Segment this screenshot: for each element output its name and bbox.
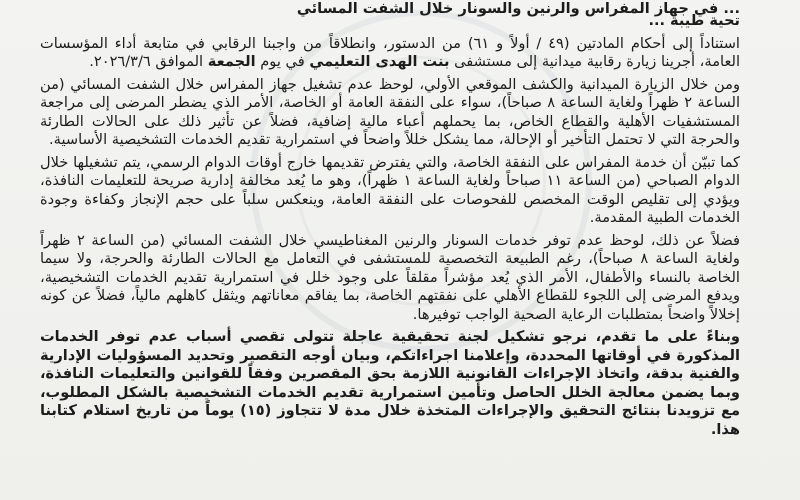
hospital-name: بنت الهدى التعليمي xyxy=(309,53,450,70)
letter-body xyxy=(40,0,740,500)
p1-text-2: في يوم xyxy=(260,53,305,70)
paragraph-request-investigation: وبناءً على ما تقدم، نرجو تشكيل لجنة تحقيقية عاجلة تتولى تقصي أسباب عدم توفر الخدمات المذكورة في أوقاتها المحددة، وإعلامنا اجراءاتكم، وبيان أوجه التقصير وتحديد المسؤوليات الإدارية والفنية بدقة، واتخاذ الإجراءات القانونية اللازمة بحق المقصرين وفقاً للقوانين والتعليمات النافذة، وبما يضمن معالجة الخلل الحاصل وتأمين استمرارية تقديم الخدمات التشخيصية بالشكل المطلوب، مع تزويدنا بنتائج التحقيق والإجراءات المتخذة خلال مدة لا تتجاوز (١٥) يوماً من تاريخ استلام كتابنا هذا. xyxy=(40,328,740,438)
letter-subject-line: ... في جهاز المفراس والرنين والسونار خلال الشفت المسائي xyxy=(296,0,740,17)
greeting: تحية طيبة ... xyxy=(648,13,740,29)
paragraph-private-ct-morning: كما تبيّن أن خدمة المفراس على النفقة الخاصة، والتي يفترض تقديمها خارج أوقات الدوام الرسمي، يتم تشغيلها خلال الدوام الصباحي (من الساعة ١١ صباحاً ولغاية الساعة ١ ظهراً)، وهو ما يُعد مخالفة إدارية صريحة للتعليمات النافذة، ويؤدي إلى تقليص الوقت المخصص للفحوصات على النفقة العامة، وينعكس سلباً على حجم الإنجاز وكفاءة وجودة الخدمات الطبية المقدمة. xyxy=(40,153,740,226)
paragraph-sonar-mri: فضلاً عن ذلك، لوحظ عدم توفر خدمات السونار والرنين المغناطيسي خلال الشفت المسائي (من الساعة ٢ ظهراً ولغاية الساعة ٨ صباحاً)، رغم الطبيعة التخصصية للمستشفى في التعامل مع الحالات الطارئة والحرجة، ولا سيما الخاصة بالنساء والأطفال، الأمر الذي يُعد مؤشراً مقلقاً على وجود خلل في استمرارية تقديم الخدمات التشخيصية، ويدفع المرضى إلى اللجوء للقطاع الأهلي على نفقتهم الخاصة، بما يفاقم معاناتهم ويثقل كاهلهم مالياً، فضلاً عن كونه إخلالاً واضحاً بمتطلبات الرعاية الصحية الواجب توفيرها. xyxy=(40,231,741,323)
p1-text-1: استناداً إلى أحكام المادتين (٤٩ / أولاً و ٦١) من الدستور، وانطلاقاً من واجبنا الرقابي في متابعة أداء المؤسسات العامة، أجرينا زيارة رقابية ميدانية إلى مستشفى xyxy=(40,34,740,70)
p1-text-3: الموافق ٢٠٢٦/٣/٦. xyxy=(89,53,204,70)
visit-day: الجمعة xyxy=(207,53,256,70)
paragraph-constitutional-basis xyxy=(40,35,740,72)
paragraph-ct-evening-shift: ومن خلال الزيارة الميدانية والكشف الموقعي الأولي، لوحظ عدم تشغيل جهاز المفراس خلال الشفت المسائي (من الساعة ٢ ظهراً ولغاية الساعة ٨ صباحاً)، سواء على النفقة العامة أو الخاصة، الأمر الذي يضطر المرضى إلى مراجعة المستشفيات الأهلية والقطاع الخاص، بما يحملهم أعباء مالية إضافية، فضلاً عن تأثير ذلك على الحالات الطارئة والحرجة التي لا تحتمل التأخير أو الإحالة، مما يشكل خللاً واضحاً في استمرارية تقديم الخدمات التشخيصية الأساسية. xyxy=(40,75,740,148)
